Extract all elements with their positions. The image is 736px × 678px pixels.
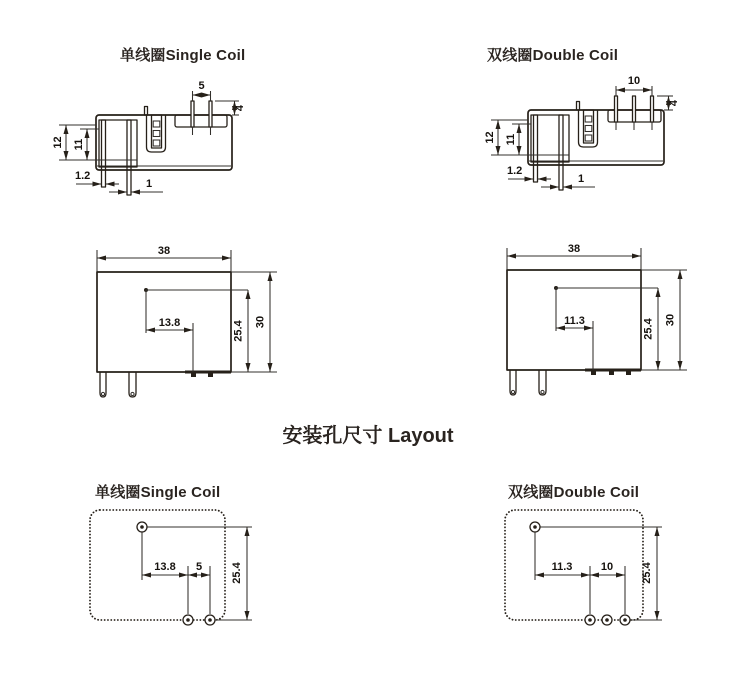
mounting-holes xyxy=(530,522,630,625)
dim-body-width xyxy=(97,245,231,272)
dim-hole-offset-y xyxy=(643,288,659,370)
dim-label-pin-pitch: 5 xyxy=(198,80,205,92)
dim-height-12 xyxy=(52,125,137,160)
contact-pin-right xyxy=(129,372,136,397)
dim-pin-height xyxy=(657,96,680,110)
dim-label-width: 38 xyxy=(567,243,581,255)
dim-label-h11: 11 xyxy=(73,138,85,151)
top-terminal-stub xyxy=(577,102,580,111)
coil-pin-stub xyxy=(626,371,631,375)
contact-pin-right xyxy=(539,370,546,395)
contact-pin-right xyxy=(127,120,131,195)
dim-hole-spacing-x2 xyxy=(590,561,625,575)
dim-label-x2: 5 xyxy=(195,561,203,573)
dim-pin-height xyxy=(215,101,246,115)
dim-hole-spacing-x1 xyxy=(535,561,590,575)
dim-pin-width-1-2 xyxy=(75,170,119,184)
side-view-double-title: 双线圈Double Coil xyxy=(487,47,619,64)
mounting-layout-single-coil xyxy=(85,502,270,637)
contact-pin-left xyxy=(100,372,106,397)
dim-label-pin-w2: 1 xyxy=(578,173,585,185)
layout-single-title: 单线圈Single Coil xyxy=(95,484,221,501)
coil-pins xyxy=(191,101,212,135)
dim-label-height: 30 xyxy=(664,313,677,327)
relay-body-side xyxy=(96,101,232,195)
contact-pin-left xyxy=(102,120,106,187)
dim-height-12 xyxy=(484,120,569,155)
dim-label-height: 30 xyxy=(254,315,267,329)
dim-hole-spacing-x2 xyxy=(188,561,210,575)
dim-label-x1: 11.3 xyxy=(551,561,573,573)
dim-label-hole-x: 11.3 xyxy=(564,315,585,327)
contact-pin-left xyxy=(510,370,516,395)
coil-pin-stub xyxy=(191,373,196,377)
coil-pin-stub xyxy=(208,373,213,377)
dim-hole-spacing-x1 xyxy=(142,561,188,575)
mounting-holes xyxy=(137,522,215,625)
dim-label-hole-x: 13.8 xyxy=(158,317,181,329)
contact-pin-left xyxy=(534,115,538,182)
dim-label-h12: 12 xyxy=(484,131,496,144)
relay-body-side xyxy=(528,96,664,190)
dim-label-pin-w1: 1.2 xyxy=(507,165,523,177)
dim-body-width xyxy=(507,243,641,270)
dim-pin-width-1 xyxy=(109,178,163,192)
dim-pin-pitch xyxy=(616,75,652,96)
dim-label-pin-height: 4 xyxy=(234,104,246,112)
front-view-single-coil xyxy=(80,240,295,412)
mounting-layout-double-coil xyxy=(495,502,680,637)
dim-hole-offset-y xyxy=(233,290,249,372)
side-view-single-coil xyxy=(45,75,260,210)
contact-pin-right xyxy=(559,115,563,190)
layout-double-title: 双线圈Double Coil xyxy=(508,484,640,501)
dim-label-pin-w2: 1 xyxy=(146,178,153,190)
dim-label-h12: 12 xyxy=(52,136,64,149)
coil-pins xyxy=(615,96,654,130)
dim-height-11 xyxy=(505,124,531,155)
dim-height-11 xyxy=(73,129,99,160)
dim-hole-spacing-y xyxy=(231,527,247,620)
front-view-double-coil xyxy=(490,238,705,410)
dim-pin-pitch xyxy=(193,80,211,101)
dim-label-pin-pitch: 10 xyxy=(627,75,641,87)
coil-shelf xyxy=(175,115,227,127)
dim-label-y: 25.4 xyxy=(231,562,243,584)
dim-label-y: 25.4 xyxy=(641,562,653,584)
side-view-single-title: 单线圈Single Coil xyxy=(120,47,246,64)
dim-pin-width-1 xyxy=(541,173,595,187)
side-view-double-coil xyxy=(477,70,692,205)
dim-label-hole-y: 25.4 xyxy=(642,318,655,340)
dim-label-hole-y: 25.4 xyxy=(232,320,245,342)
top-terminal-stub xyxy=(145,107,148,116)
dim-pin-width-1-2 xyxy=(507,165,551,179)
coil-pin-stub xyxy=(609,371,614,375)
relay-body-front xyxy=(507,270,641,395)
dim-label-h11: 11 xyxy=(505,133,517,146)
relay-body-front xyxy=(97,272,231,397)
dim-label-pin-w1: 1.2 xyxy=(75,170,91,182)
layout-section-heading: 安装孔尺寸 Layout xyxy=(282,425,454,447)
dim-label-x2: 10 xyxy=(600,561,614,573)
coil-pin-stub xyxy=(591,371,596,375)
dim-label-x1: 13.8 xyxy=(154,561,176,573)
dim-label-width: 38 xyxy=(157,245,171,257)
dim-label-pin-height: 4 xyxy=(668,99,680,107)
